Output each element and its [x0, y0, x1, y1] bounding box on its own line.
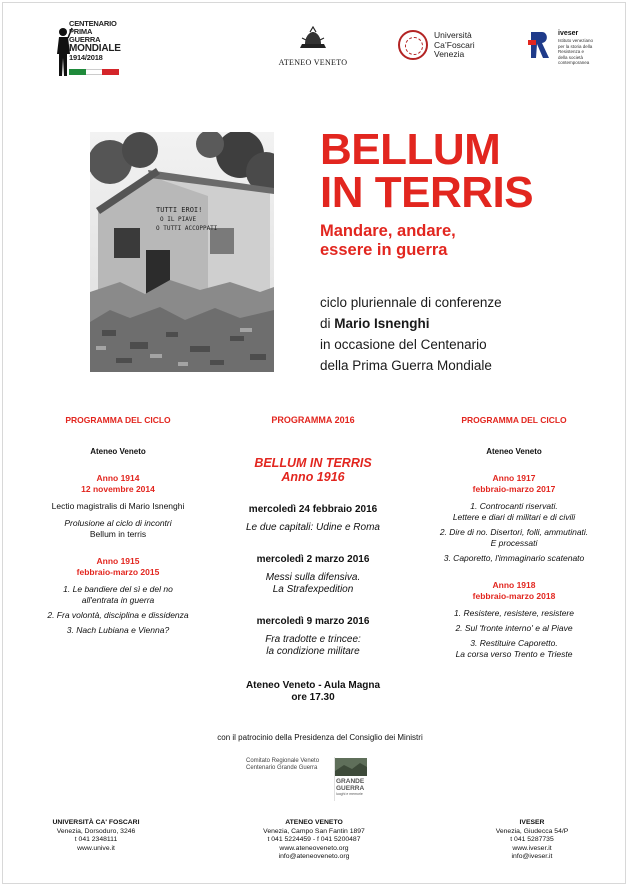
intro-line3: in occasione del Centenario [320, 337, 487, 352]
centenario-line2: PRIMA GUERRA [69, 27, 101, 44]
iveser-subtitle [558, 38, 606, 66]
middle-column-header: PROGRAMMA 2016 [271, 415, 355, 425]
iveser-mark-icon [528, 30, 552, 60]
year-1918: Anno 1918 [492, 580, 536, 590]
gg-line3: luoghi e memorie [336, 792, 363, 796]
date-1914: 12 novembre 2014 [81, 484, 155, 494]
event-3-date: mercoledì 9 marzo 2016 [256, 616, 370, 627]
footer-iveser [462, 819, 602, 862]
lectio-text: Lectio magistralis di Mario Isnenghi [51, 501, 185, 511]
war-ruins-photo [90, 132, 274, 372]
bellum-text: Bellum in terris [89, 529, 147, 539]
year-1914: Anno 1914 [96, 473, 140, 483]
item-1917-3: 3. Caporetto, l'immaginario scatenato [443, 553, 585, 563]
footer-address: Venezia, Giudecca 54/P [495, 827, 569, 835]
centenario-text [69, 20, 125, 62]
iveser-sub-line: per la storia della [558, 43, 593, 49]
gg-line1: GRANDE [336, 778, 365, 785]
item-1917-2b: E processati [490, 538, 538, 548]
centenario-logo [55, 20, 125, 82]
footer-website-link[interactable]: www.iveser.it [512, 844, 552, 852]
main-title-line2: IN TERRIS [320, 168, 534, 217]
iveser-logo [528, 30, 608, 66]
flag-white [86, 69, 103, 75]
ateneo-logo-text: ATENEO VENETO [278, 58, 348, 67]
item-1915-1a: 1. Le bandiere del sì e del no [63, 584, 173, 594]
centenario-line1: CENTENARIO [69, 19, 117, 28]
svg-text:O IL PIAVE: O IL PIAVE [160, 216, 197, 223]
program-right-column [428, 415, 600, 660]
cafoscari-line1: Università [434, 30, 472, 40]
footer-cafoscari [26, 819, 166, 853]
intro-line4: della Prima Guerra Mondiale [320, 358, 492, 373]
cafoscari-text [434, 31, 475, 60]
event-2-date: mercoledì 2 marzo 2016 [256, 554, 370, 565]
year-1915: Anno 1915 [96, 556, 140, 566]
flag-green [69, 69, 86, 75]
intro-line2 [320, 313, 502, 334]
item-1917-1b: Lettere e diari di militari e di civili [452, 512, 576, 522]
footer-website-link[interactable]: www.unive.it [77, 844, 115, 852]
cafoscari-line3: Venezia [434, 49, 465, 59]
item-1915-3: 3. Nach Lubiana e Vienna? [66, 625, 170, 635]
intro-text [320, 292, 502, 376]
iveser-sub-line: della società [558, 54, 584, 60]
footer-phone: t 041 5287735 [510, 836, 554, 844]
item-1918-3a: 3. Restituire Caporetto. [470, 638, 558, 648]
footer-address: Venezia, Campo San Fantin 1897 [263, 827, 365, 835]
patronage-text: con il patrocinio della Presidenza del Consiglio dei Ministri [217, 733, 423, 742]
year-1917: Anno 1917 [492, 473, 536, 483]
footer-name: ATENEO VENETO [285, 819, 343, 826]
gg-line2: GUERRA [336, 785, 365, 792]
iveser-sub-line: Istituto veneziano [558, 38, 594, 43]
item-1915-2: 2. Fra volontà, disciplina e dissidenza [47, 610, 189, 620]
program-left-column [38, 415, 198, 636]
footer-email-link[interactable]: info@ateneoveneto.org [278, 853, 350, 861]
date-1917: febbraio-marzo 2017 [472, 484, 556, 494]
venue-line1: Ateneo Veneto - Aula Magna [245, 680, 381, 691]
main-title-line1: BELLUM [320, 125, 501, 174]
grande-guerra-logo [334, 757, 368, 801]
item-1918-3b: La corsa verso Trento e Trieste [455, 649, 573, 659]
comitato-text [246, 758, 319, 772]
speaker-name: Mario Isnenghi [334, 316, 430, 331]
right-column-venue: Ateneo Veneto [486, 447, 542, 456]
left-column-venue: Ateneo Veneto [90, 447, 146, 456]
cafoscari-seal-icon [398, 30, 428, 60]
footer-ateneo [234, 819, 394, 862]
svg-text:TUTTI EROI!: TUTTI EROI! [156, 206, 203, 214]
footer-name: IVESER [519, 819, 545, 826]
item-1918-2: 2. Sul 'fronte interno' e al Piave [455, 623, 573, 633]
event-3-sub1: Fra tradotte e trincee: [265, 634, 361, 645]
item-1917-1a: 1. Controcanti riservati. [470, 501, 558, 511]
main-title [320, 125, 534, 217]
intro-prefix: di [320, 316, 335, 331]
event-3-sub2: la condizione militare [266, 646, 360, 657]
venue-line2: ore 17.30 [291, 692, 335, 703]
event-1-sub: Le due capitali: Udine e Roma [246, 522, 380, 533]
comitato-line2: Centenario Grande Guerra [246, 765, 318, 771]
item-1917-2a: 2. Dire di no. Disertori, folli, ammutinati. [439, 527, 589, 537]
italian-flag-bar [69, 62, 119, 68]
subtitle [320, 222, 456, 260]
mid-title-2: Anno 1916 [281, 470, 345, 484]
lion-emblem-icon [296, 26, 330, 50]
intro-line1: ciclo pluriennale di conferenze [320, 295, 502, 310]
iveser-title: iveser [558, 30, 579, 37]
centenario-line4: 1914/2018 [69, 53, 103, 62]
comitato-line1: Comitato Regionale Veneto [246, 758, 320, 764]
left-column-header: PROGRAMMA DEL CICLO [65, 415, 171, 425]
footer-address: Venezia, Dorsoduro, 3246 [56, 827, 136, 835]
event-2-sub1: Messi sulla difensiva. [265, 572, 361, 583]
item-1915-1b: all'entrata in guerra [81, 595, 155, 605]
subtitle-line1: Mandare, andare, [320, 222, 456, 240]
prolusione-text: Prolusione al ciclo di incontri [64, 518, 172, 528]
item-1918-1: 1. Resistere, resistere, resistere [454, 608, 574, 618]
event-1-date: mercoledì 24 febbraio 2016 [248, 504, 378, 515]
footer-phone: t 041 2348111 [74, 836, 118, 844]
footer-name: UNIVERSITÀ CA' FOSCARI [52, 819, 140, 826]
cafoscari-line2: Ca’Foscari [434, 39, 475, 50]
date-1918: febbraio-marzo 2018 [472, 591, 556, 601]
iveser-sub-line: contemporanea [558, 60, 590, 65]
ateneo-veneto-logo [278, 26, 348, 66]
program-middle-column [220, 415, 406, 704]
svg-text:O TUTTI ACCOPPATI: O TUTTI ACCOPPATI [156, 225, 218, 232]
footer-website-link[interactable]: www.ateneoveneto.org [279, 844, 349, 852]
flag-red [102, 69, 119, 75]
event-2-sub2: La Strafexpedition [272, 584, 354, 595]
gg-text [336, 778, 364, 796]
iveser-sub-line: Resistenza e [558, 49, 585, 54]
mid-title-1: BELLUM IN TERRIS [254, 456, 372, 470]
centenario-line3: MONDIALE [69, 43, 121, 54]
right-column-header: PROGRAMMA DEL CICLO [461, 415, 567, 425]
subtitle-line2: essere in guerra [320, 241, 448, 259]
cafoscari-logo [398, 30, 498, 66]
date-1915: febbraio-marzo 2015 [76, 567, 160, 577]
footer-email-link[interactable]: info@iveser.it [511, 853, 553, 861]
footer-phone: t 041 5224459 - f 041 5200487 [267, 836, 361, 844]
